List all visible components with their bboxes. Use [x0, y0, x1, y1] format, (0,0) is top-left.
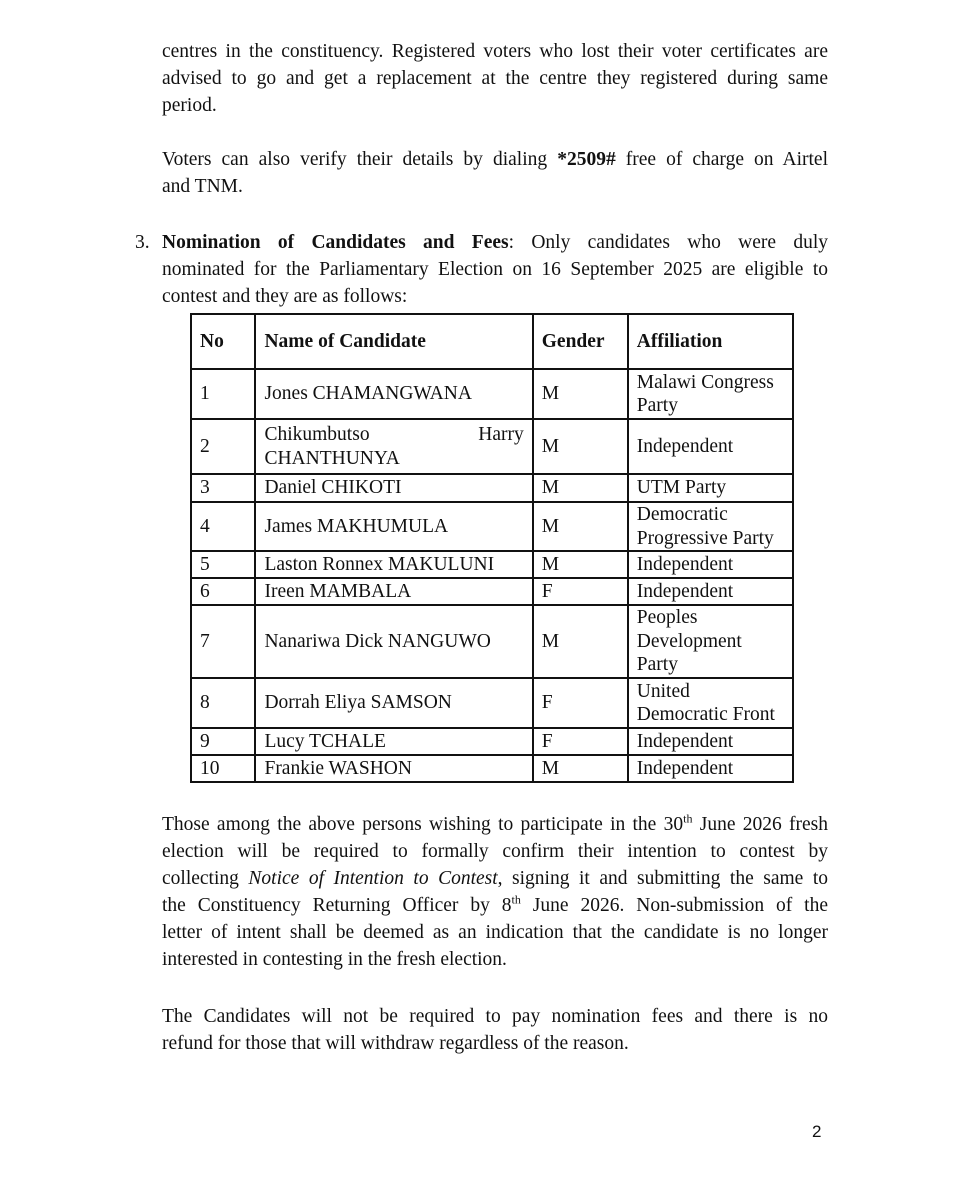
verify-line-1: [162, 146, 828, 173]
cell-no: 9: [191, 728, 255, 755]
cell-affiliation: UTM Party: [628, 474, 793, 502]
cell-gender: M: [533, 369, 628, 419]
confirm-text: collecting: [162, 868, 249, 889]
cell-no: 7: [191, 605, 255, 678]
cell-no: 2: [191, 419, 255, 474]
cell-gender: M: [533, 419, 628, 474]
header-no: No: [191, 314, 255, 369]
cell-affiliation: [628, 678, 793, 728]
header-affiliation: Affiliation: [628, 314, 793, 369]
section-3-line-3: contest and they are as follows:: [162, 286, 408, 307]
confirm-text: the Constituency Returning Officer by 8: [162, 895, 512, 916]
confirm-line-1: [162, 811, 828, 838]
section-3-line-1-rest: Only candidates who were duly: [514, 232, 828, 253]
notice-title: Notice of Intention to Contest: [248, 868, 498, 889]
cell-affiliation: [628, 605, 793, 678]
affiliation-line: Progressive Party: [636, 527, 774, 549]
section-3-line-1: [162, 229, 828, 256]
cell-no: 10: [191, 755, 255, 782]
cell-gender: M: [533, 605, 628, 678]
cell-name: Daniel CHIKOTI: [255, 474, 532, 502]
cell-name: [255, 419, 532, 474]
cell-affiliation: Independent: [628, 419, 793, 474]
cell-name: Dorrah Eliya SAMSON: [255, 678, 532, 728]
intro-paragraph: [162, 38, 828, 119]
section-3-line-2: nominated for the Parliamentary Election on 16 September 2025 are eligible to: [162, 259, 828, 280]
affiliation-line: Development: [636, 630, 742, 652]
cell-affiliation: Independent: [628, 578, 793, 605]
table-row: [191, 678, 793, 728]
header-gender: Gender: [533, 314, 628, 369]
candidates-table: [190, 313, 794, 783]
cell-no: 8: [191, 678, 255, 728]
affiliation-line: Democratic: [636, 504, 728, 525]
cell-gender: M: [533, 474, 628, 502]
cell-name: Lucy TCHALE: [255, 728, 532, 755]
cell-name: Frankie WASHON: [255, 755, 532, 782]
confirm-line-6: interested in contesting in the fresh election.: [162, 949, 507, 970]
cell-gender: M: [533, 755, 628, 782]
table-row: [191, 502, 793, 551]
cell-affiliation: Independent: [628, 551, 793, 578]
cell-gender: F: [533, 678, 628, 728]
cell-gender: F: [533, 578, 628, 605]
cell-name: James MAKHUMULA: [255, 502, 532, 551]
confirm-paragraph: [162, 811, 828, 973]
affiliation-line: Democratic Front: [636, 704, 775, 725]
cell-affiliation: Independent: [628, 755, 793, 782]
name-part: Harry: [478, 424, 524, 445]
confirm-line-5: letter of intent shall be deemed as an indication that the candidate is no longer: [162, 922, 828, 943]
verify-text-before: Voters can also verify their details by dialing: [162, 149, 558, 170]
table-header-row: [191, 314, 793, 369]
section-number: 3.: [135, 232, 150, 253]
cell-gender: F: [533, 728, 628, 755]
ordinal-suffix: th: [683, 811, 693, 826]
table-row: [191, 605, 793, 678]
fees-line-1: The Candidates will not be required to pay nomination fees and there is no: [162, 1006, 828, 1027]
confirm-line-2: election will be required to formally confirm their intention to contest by: [162, 841, 828, 862]
page-number: 2: [812, 1122, 822, 1141]
header-name: Name of Candidate: [255, 314, 532, 369]
section-heading: Nomination of Candidates and Fees: [162, 232, 509, 253]
fees-line-2: refund for those that will withdraw regardless of the reason.: [162, 1033, 629, 1054]
cell-gender: M: [533, 551, 628, 578]
section-heading-colon: :: [508, 232, 515, 253]
intro-line-1: centres in the constituency. Registered voters who lost their voter certificates are: [162, 41, 828, 62]
table-row: [191, 419, 793, 474]
cell-gender: M: [533, 502, 628, 551]
confirm-text: , signing it and submitting the same to: [497, 868, 829, 889]
cell-name: Laston Ronnex MAKULUNI: [255, 551, 532, 578]
cell-no: 5: [191, 551, 255, 578]
name-line: CHANTHUNYA: [264, 447, 400, 469]
confirm-line-4: [162, 892, 828, 919]
cell-no: 4: [191, 502, 255, 551]
intro-line-2: advised to go and get a replacement at the centre they registered during same: [162, 68, 828, 89]
confirm-line-3: [162, 865, 828, 892]
affiliation-line: Malawi Congress: [636, 371, 774, 393]
table-row: [191, 755, 793, 782]
table-row: [191, 578, 793, 605]
cell-affiliation: [628, 502, 793, 551]
ordinal-suffix: th: [511, 892, 521, 907]
cell-affiliation: [628, 369, 793, 419]
table-row: [191, 474, 793, 502]
confirm-text: June 2026. Non-submission of the: [520, 895, 828, 916]
cell-name: Jones CHAMANGWANA: [255, 369, 532, 419]
intro-line-3: period.: [162, 95, 217, 116]
verify-paragraph: [162, 146, 828, 200]
cell-no: 6: [191, 578, 255, 605]
section-3-paragraph: [162, 229, 828, 310]
name-part: Chikumbutso: [264, 424, 370, 445]
table-row: [191, 369, 793, 419]
affiliation-line: Party: [636, 654, 678, 676]
table-row: [191, 728, 793, 755]
verify-line-2: and TNM.: [162, 176, 243, 197]
name-line: [264, 423, 523, 447]
cell-name: Nanariwa Dick NANGUWO: [255, 605, 532, 678]
cell-name: Ireen MAMBALA: [255, 578, 532, 605]
cell-affiliation: Independent: [628, 728, 793, 755]
affiliation-line: United: [636, 680, 690, 702]
affiliation-line: Party: [636, 395, 678, 416]
confirm-text: Those among the above persons wishing to participate in the 30: [162, 814, 684, 835]
cell-no: 1: [191, 369, 255, 419]
table-row: [191, 551, 793, 578]
ussd-code: *2509#: [557, 149, 616, 170]
cell-no: 3: [191, 474, 255, 502]
verify-text-after: free of charge on Airtel: [615, 149, 828, 170]
affiliation-line: Peoples: [636, 607, 698, 629]
confirm-text: June 2026 fresh: [692, 814, 828, 835]
fees-paragraph: [162, 1003, 828, 1057]
